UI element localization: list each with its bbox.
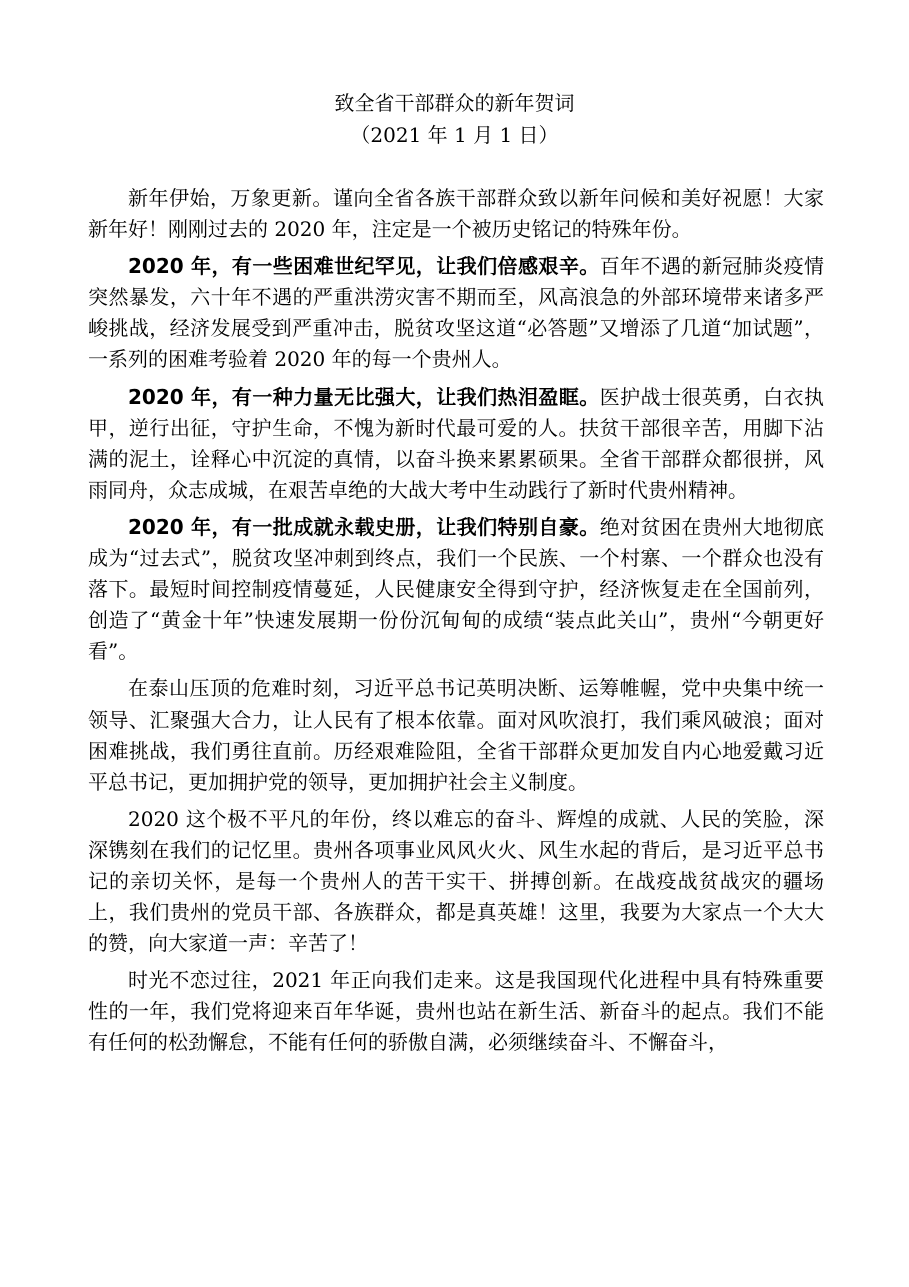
- paragraph-lead: 2020 年，有一种力量无比强大，让我们热泪盈眶。: [128, 384, 600, 409]
- paragraph-leadership: [88, 673, 824, 797]
- document-date: （2021 年 1 月 1 日）: [350, 123, 559, 147]
- paragraph-strength: [88, 382, 824, 506]
- document-title: 致全省干部群众的新年贺词: [334, 91, 575, 115]
- paragraph-achievements: [88, 512, 824, 667]
- paragraph-difficulties: [88, 251, 824, 375]
- paragraph-text: 绝对贫困在贵州大地彻底成为“过去式”，脱贫攻坚冲刺到终点，我们一个民族、一个村寨、一个群众也没有落下。最短时间控制疫情蔓延，人民健康安全得到守护，经济恢复走在全国前列，创造了“黄金十年”快速发展期一份份沉甸甸的成绩“装点此关山”，贵州“今朝更好看”。: [88, 514, 824, 664]
- paragraph-memory: [88, 804, 824, 959]
- paragraph-text: 在泰山压顶的危难时刻，习近平总书记英明决断、运筹帷幄，党中央集中统一领导、汇聚强大合力，让人民有了根本依靠。面对风吹浪打，我们乘风破浪；面对困难挑战，我们勇往直前。历经艰难险阻，全省干部群众更加发自内心地爱戴习近平总书记，更加拥护党的领导，更加拥护社会主义制度。: [88, 676, 824, 794]
- paragraph-text: 百年不遇的新冠肺炎疫情突然暴发，六十年不遇的严重洪涝灾害不期而至，风高浪急的外部环境带来诸多严峻挑战，经济发展受到严重冲击，脱贫攻坚这道“必答题”又增添了几道“加试题”，一系列的困难考验着 2020 年的每一个贵州人。: [88, 254, 824, 372]
- paragraph-text: 新年伊始，万象更新。谨向全省各族干部群众致以新年问候和美好祝愿！大家新年好！刚刚过去的 2020 年，注定是一个被历史铭记的特殊年份。: [88, 186, 824, 242]
- paragraph-future: [88, 965, 824, 1058]
- paragraph-lead: 2020 年，有一些困难世纪罕见，让我们倍感艰辛。: [128, 254, 600, 279]
- paragraph-text: 2020 这个极不平凡的年份，终以难忘的奋斗、辉煌的成就、人民的笑脸，深深镌刻在我们的记忆里。贵州各项事业风风火火、风生水起的背后，是习近平总书记的亲切关怀，是每一个贵州人的苦干实干、拼搏创新。在战疫战贫战灾的疆场上，我们贵州的党员干部、各族群众，都是真英雄！这里，我要为大家点一个大大的赞，向大家道一声：辛苦了！: [88, 806, 824, 956]
- paragraph-text: 时光不恋过往，2021 年正向我们走来。这是我国现代化进程中具有特殊重要性的一年，我们党将迎来百年华诞，贵州也站在新生活、新奋斗的起点。我们不能有任何的松劲懈怠，不能有任何的骄傲自满，必须继续奋斗、不懈奋斗，: [88, 968, 824, 1055]
- paragraph-text: 医护战士很英勇，白衣执甲，逆行出征，守护生命，不愧为新时代最可爱的人。扶贫干部很辛苦，用脚下沾满的泥土，诠释心中沉淀的真情，以奋斗换来累累硕果。全省干部群众都很拼，风雨同舟，众志成城，在艰苦卓绝的大战大考中生动践行了新时代贵州精神。: [88, 384, 824, 502]
- paragraph-lead: 2020 年，有一批成就永载史册，让我们特别自豪。: [128, 514, 600, 539]
- document-body: [88, 183, 824, 1065]
- paragraph-greeting: [88, 183, 824, 245]
